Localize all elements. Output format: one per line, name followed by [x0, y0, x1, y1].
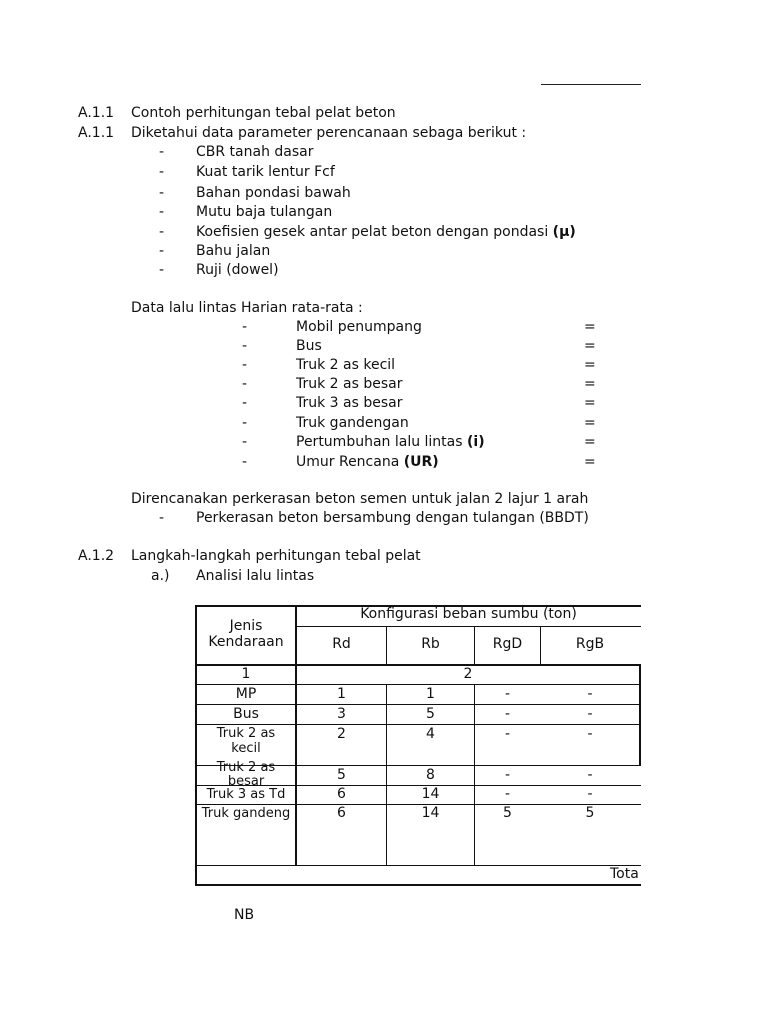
- list-dash: -: [159, 185, 165, 201]
- traffic-item: Truk gandengan: [296, 415, 409, 431]
- table-cell: -: [504, 786, 511, 802]
- list-dash: -: [159, 164, 165, 180]
- subsection-label: a.): [151, 568, 170, 584]
- list-dash: -: [242, 376, 248, 392]
- equals-sign: =: [584, 395, 596, 411]
- list-dash: -: [159, 243, 165, 259]
- index-cell: 2: [463, 666, 473, 682]
- plan-text: Direncanakan perkerasan beton semen untuk jalan 2 lajur 1 arah: [131, 491, 589, 507]
- table-cell: 6: [337, 805, 346, 821]
- traffic-item: Mobil penumpang: [296, 319, 422, 335]
- list-item: CBR tanah dasar: [196, 144, 314, 160]
- header-rgb: RgB: [575, 636, 605, 652]
- traffic-item: Truk 2 as kecil: [296, 357, 396, 373]
- list-dash: -: [159, 262, 165, 278]
- table-cell: -: [504, 767, 511, 783]
- table-cell: 5: [426, 706, 435, 722]
- list-dash: -: [159, 144, 165, 160]
- list-dash: -: [242, 357, 248, 373]
- equals-sign: =: [584, 434, 596, 450]
- table-rule: [195, 724, 641, 725]
- table-cell: 3: [337, 706, 346, 722]
- vehicle-name: kecil: [231, 741, 261, 756]
- list-dash: -: [242, 338, 248, 354]
- traffic-item: Pertumbuhan lalu lintas (i): [296, 434, 485, 450]
- table-rule: [195, 704, 641, 705]
- equals-sign: =: [584, 338, 596, 354]
- vehicle-name: Bus: [233, 706, 259, 722]
- table-cell: 1: [337, 686, 346, 702]
- vehicle-name: besar: [227, 774, 265, 789]
- traffic-item: Truk 2 as besar: [296, 376, 403, 392]
- table-cell: 5: [585, 805, 595, 821]
- vehicle-name: Truk 2 as: [216, 760, 276, 775]
- list-dash: -: [242, 319, 248, 335]
- subsection-title: Analisi lalu lintas: [196, 568, 315, 584]
- list-dash: -: [159, 510, 165, 526]
- table-cell: 4: [426, 726, 435, 742]
- table-cell: -: [504, 706, 511, 722]
- section-title: Langkah-langkah perhitungan tebal pelat: [131, 548, 421, 564]
- table-cell: -: [587, 786, 593, 802]
- table-cell: -: [587, 706, 593, 722]
- table-cell: 6: [337, 786, 346, 802]
- traffic-title: Data lalu lintas Harian rata-rata :: [131, 300, 363, 316]
- table-cell: 2: [337, 726, 346, 742]
- table-cell: 8: [426, 767, 435, 783]
- table-cell: -: [587, 726, 593, 742]
- header-rb: Rb: [421, 636, 440, 652]
- list-item: Bahu jalan: [196, 243, 271, 259]
- table-cell: 14: [421, 805, 440, 821]
- list-dash: -: [242, 454, 248, 470]
- list-dash: -: [159, 224, 165, 240]
- table-rule: [195, 664, 641, 666]
- list-item: Bahan pondasi bawah: [196, 185, 351, 201]
- section-number: A.1.1: [78, 125, 115, 141]
- table-cell: -: [504, 726, 511, 742]
- header-jenis: Jenis: [229, 618, 263, 634]
- list-dash: -: [159, 204, 165, 220]
- table-cell: 1: [426, 686, 435, 702]
- section-number: A.1.1: [78, 105, 115, 121]
- list-dash: -: [242, 415, 248, 431]
- table-cell: 5: [337, 767, 346, 783]
- traffic-analysis-table: [195, 605, 641, 886]
- equals-sign: =: [584, 415, 596, 431]
- table-cell: 5: [503, 805, 512, 821]
- table-cell: -: [587, 767, 593, 783]
- equals-sign: =: [584, 376, 596, 392]
- vehicle-name: Truk 2 as: [216, 726, 276, 741]
- table-rule: [195, 804, 641, 805]
- section-title: Diketahui data parameter perencanaan sebaga berikut :: [131, 125, 527, 141]
- table-rule: [639, 664, 641, 766]
- list-item: Mutu baja tulangan: [196, 204, 333, 220]
- equals-sign: =: [584, 454, 596, 470]
- header-group: Konfigurasi beban sumbu (ton): [360, 606, 577, 622]
- header-rd: Rd: [332, 636, 351, 652]
- table-cell: -: [587, 686, 593, 702]
- list-item: Ruji (dowel): [196, 262, 279, 278]
- plan-item: Perkerasan beton bersambung dengan tulangan (BBDT): [196, 510, 589, 526]
- vehicle-name: Truk 3 as Td: [206, 787, 286, 802]
- list-item: Kuat tarik lentur Fcf: [196, 164, 335, 180]
- section-number: A.1.2: [78, 548, 115, 564]
- header-kendaraan: Kendaraan: [208, 634, 284, 650]
- table-cell: 14: [421, 786, 440, 802]
- nb-label: NB: [234, 907, 255, 923]
- table-rule: [195, 865, 641, 866]
- traffic-item: Bus: [296, 338, 322, 354]
- equals-sign: =: [584, 319, 596, 335]
- vehicle-name: Truk gandeng: [201, 806, 291, 821]
- table-rule: [195, 684, 641, 685]
- table-border: [195, 884, 641, 886]
- list-dash: -: [242, 395, 248, 411]
- header-rule: [541, 84, 641, 85]
- vehicle-name: MP: [235, 686, 257, 702]
- traffic-item: Truk 3 as besar: [296, 395, 403, 411]
- index-cell: 1: [241, 666, 251, 682]
- traffic-item: Umur Rencana (UR): [296, 454, 439, 470]
- total-label: Tota: [610, 866, 639, 882]
- table-rule: [296, 626, 641, 627]
- table-cell: -: [504, 686, 511, 702]
- equals-sign: =: [584, 357, 596, 373]
- section-title: Contoh perhitungan tebal pelat beton: [131, 105, 396, 121]
- list-dash: -: [242, 434, 248, 450]
- header-rgd: RgD: [492, 636, 523, 652]
- list-item: Koefisien gesek antar pelat beton dengan pondasi (μ): [196, 224, 576, 240]
